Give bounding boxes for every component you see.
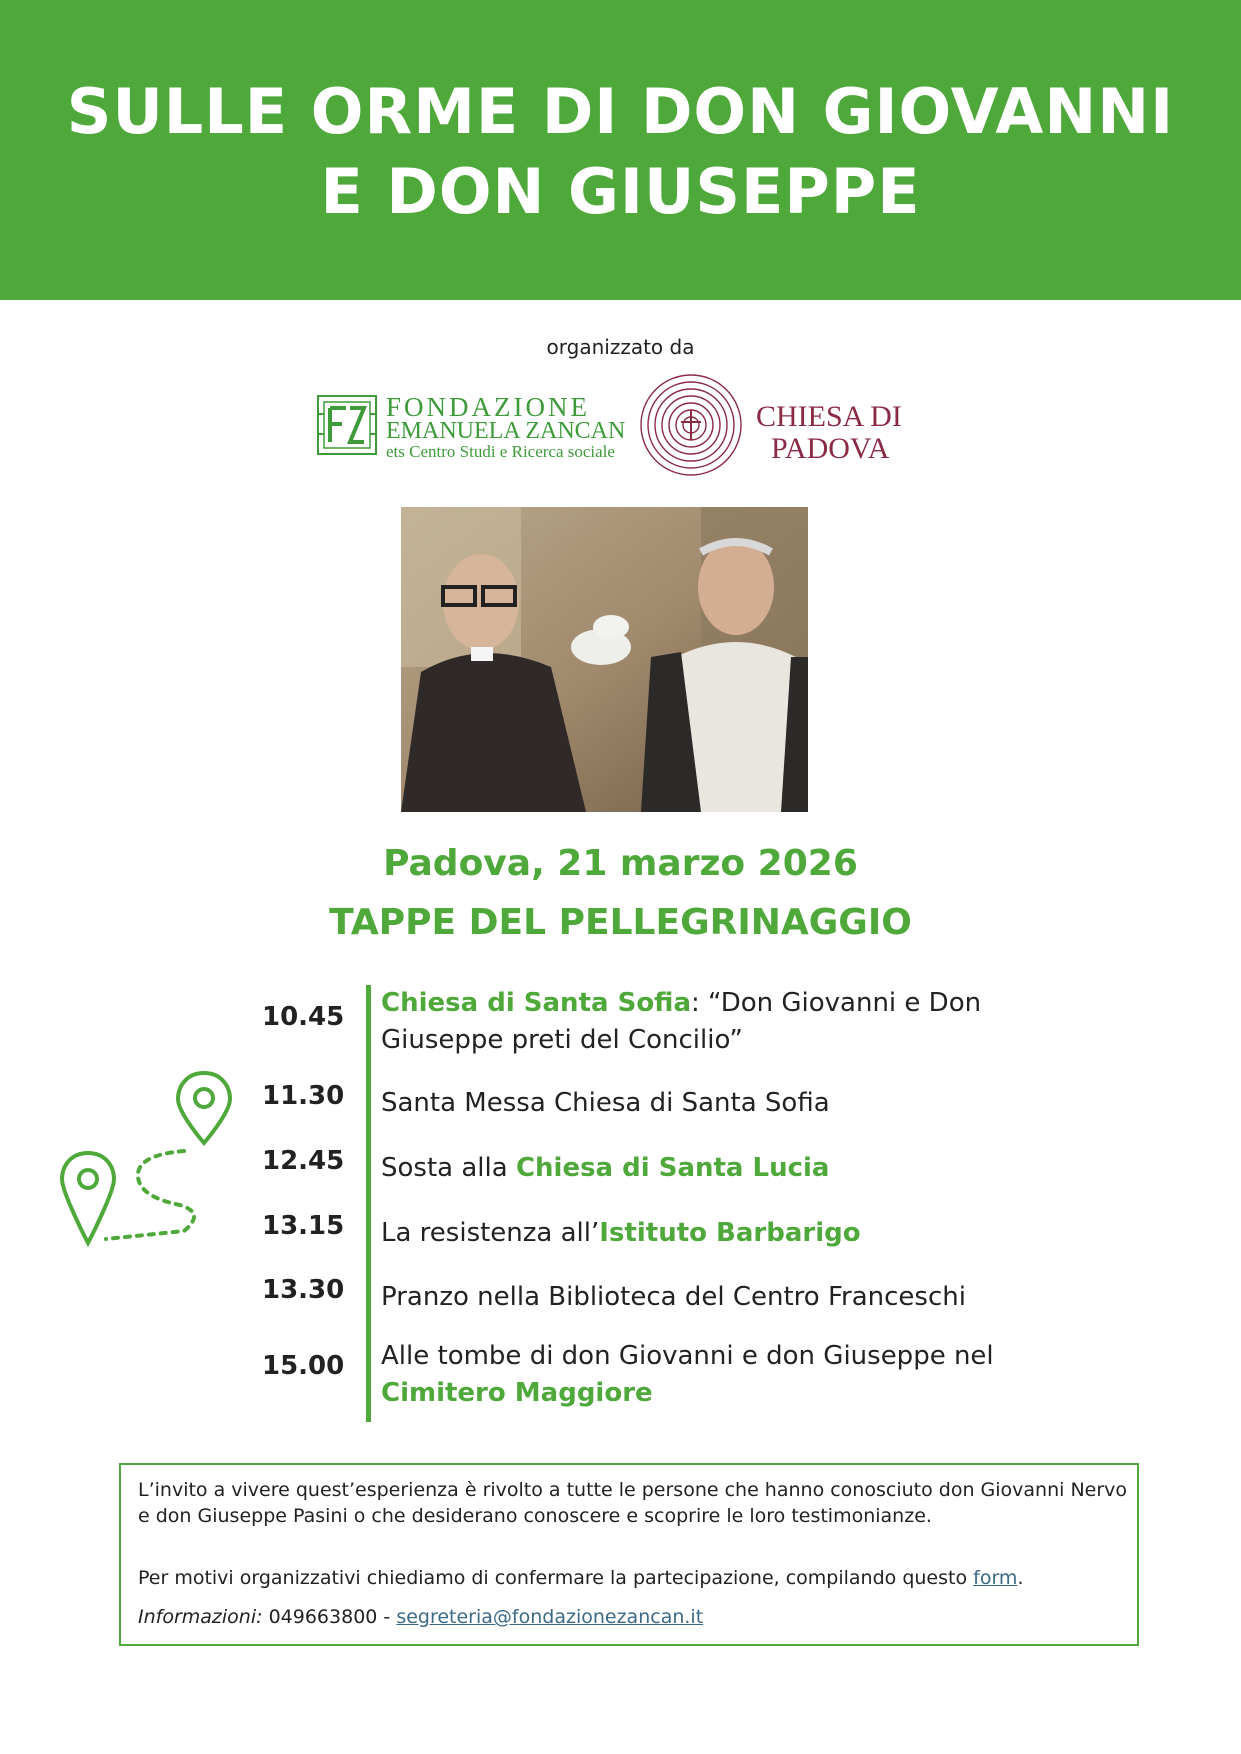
schedule-time: 15.00: [262, 1351, 345, 1381]
info-invitation: L’invito a vivere quest’esperienza è rivolto a tutte le persone che hanno conosciuto don Giovanni Nervo e don Giuseppe Pasini o che desiderano conoscere e scoprire le loro testimonianze.: [138, 1479, 1128, 1527]
info-contact: Informazioni: 049663800 - segreteria@fondazionezancan.it: [138, 1606, 704, 1628]
fondazione-name-line2: EMANUELA ZANCAN: [386, 418, 626, 444]
chiesa-name-line2: PADOVA: [771, 432, 890, 465]
info-box: [119, 1463, 1139, 1646]
map-route-icon: [56, 1065, 236, 1250]
priests-photo: [401, 507, 808, 812]
chiesa-name-line1: CHIESA DI: [756, 400, 902, 433]
schedule-time: 13.15: [262, 1211, 345, 1241]
schedule-title: TAPPE DEL PELLEGRINAGGIO: [329, 902, 912, 943]
header-banner: [0, 0, 1241, 300]
event-date: Padova, 21 marzo 2026: [383, 843, 858, 884]
fondazione-name-line1: FONDAZIONE: [386, 392, 590, 422]
schedule-desc: Sosta alla Chiesa di Santa Lucia: [381, 1153, 830, 1183]
schedule-time: 11.30: [262, 1081, 345, 1111]
fondazione-name-line3: ets Centro Studi e Ricerca sociale: [386, 442, 615, 461]
fondazione-zancan-logo: [316, 392, 626, 462]
title-line-2: E DON GIUSEPPE: [320, 155, 921, 228]
schedule-desc: Alle tombe di don Giovanni e don Giuseppe nel Cimitero Maggiore: [381, 1341, 994, 1408]
chiesa-spiral-icon: [636, 370, 746, 480]
timeline-line: [366, 985, 371, 1422]
email-link[interactable]: segreteria@fondazionezancan.it: [396, 1606, 704, 1628]
organizers-label: organizzato da: [546, 335, 695, 359]
schedule-desc: Pranzo nella Biblioteca del Centro Franceschi: [381, 1282, 966, 1312]
schedule-desc: Santa Messa Chiesa di Santa Sofia: [381, 1088, 830, 1118]
schedule-desc: Chiesa di Santa Sofia: “Don Giovanni e Don Giuseppe preti del Concilio”: [381, 988, 982, 1055]
info-rsvp: Per motivi organizzativi chiediamo di confermare la partecipazione, compilando questo form.: [138, 1567, 1024, 1589]
rsvp-form-link[interactable]: form: [973, 1567, 1018, 1589]
title-line-1: SULLE ORME DI DON GIOVANNI: [66, 75, 1175, 148]
chiesa-padova-logo: [636, 370, 902, 480]
schedule-time: 10.45: [262, 1002, 345, 1032]
schedule-desc: La resistenza all’Istituto Barbarigo: [381, 1218, 861, 1248]
schedule-time: 13.30: [262, 1275, 345, 1305]
schedule-time: 12.45: [262, 1146, 345, 1176]
fz-monogram-icon: [316, 394, 378, 456]
